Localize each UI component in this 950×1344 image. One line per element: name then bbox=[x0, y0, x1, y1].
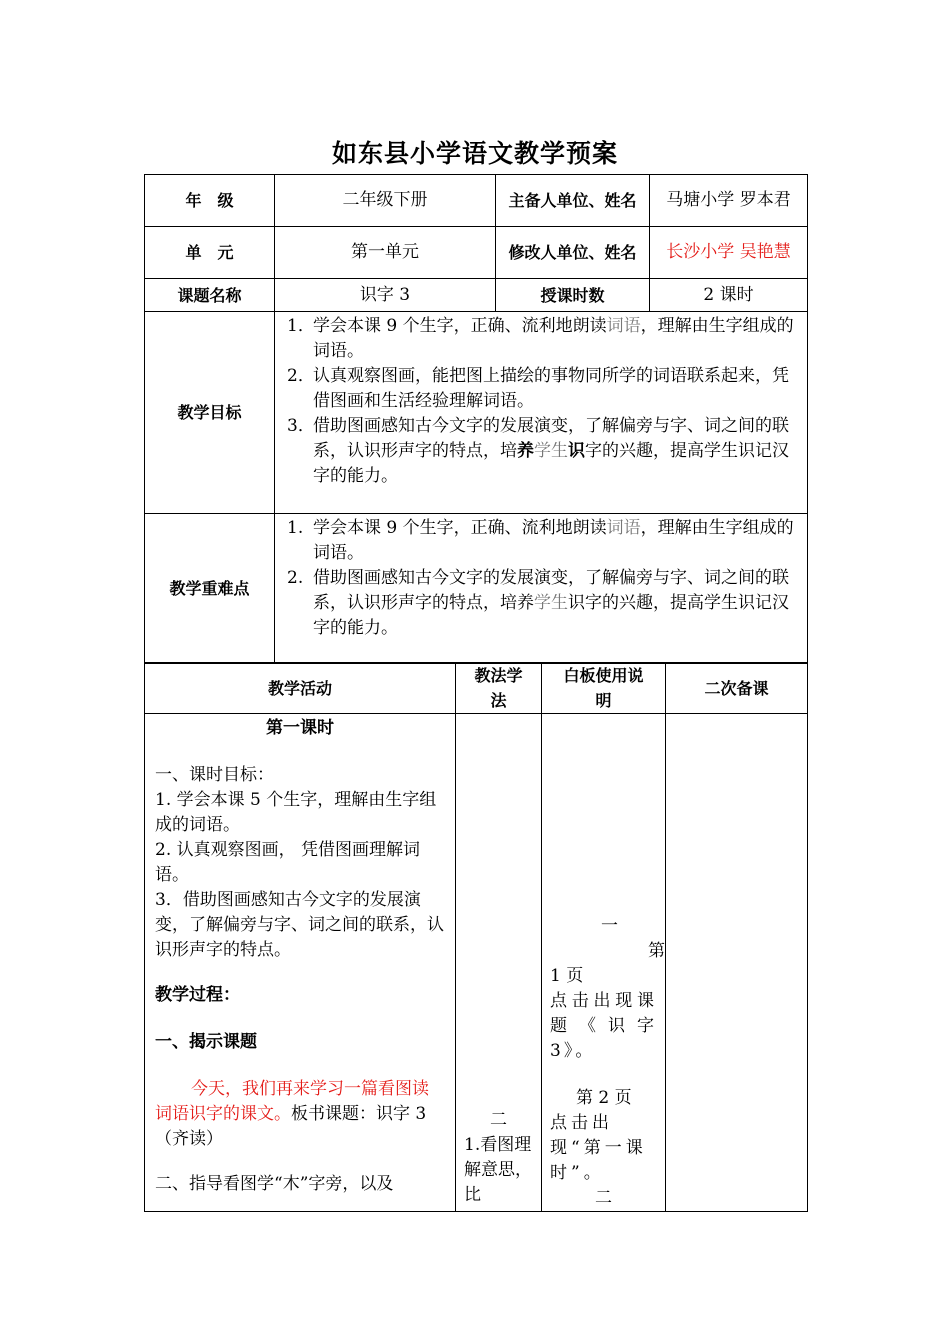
modifier-value: 长沙小学 吴艳慧 bbox=[650, 227, 808, 279]
objectives-heading: 一、课时目标： bbox=[155, 765, 274, 785]
unit-label: 单 元 bbox=[145, 227, 275, 279]
goal-item: 3． 借助图画感知古今文字的发展演变，了解偏旁与字、词之间的联系，认识形声字的特点，培养学生识字的兴趣，提高学生识记汉字的能力。 bbox=[287, 416, 789, 486]
goals-content bbox=[275, 312, 808, 514]
preparer-value: 马塘小学 罗本君 bbox=[650, 175, 808, 227]
goal-item: 2． 认真观察图画，能把图上描绘的事物同所学的词语联系起来，凭借图画和生活经验理解词语。 bbox=[287, 366, 789, 411]
step1-heading: 一、揭示课题 bbox=[155, 1032, 257, 1052]
keypoints-content bbox=[275, 514, 808, 664]
preparer-label: 主备人单位、姓名 bbox=[496, 175, 650, 227]
method-header: 教法学法 bbox=[456, 663, 542, 714]
objective-item: 2. 认真观察图画， 凭借图画理解词语。 bbox=[155, 840, 421, 885]
whiteboard-mark-1: 一 bbox=[601, 916, 618, 936]
second-prep-header: 二次备课 bbox=[666, 663, 808, 714]
method-text: 1.看图理解意思，比 bbox=[464, 1135, 532, 1205]
whiteboard-mark-3: 二 bbox=[595, 1188, 612, 1208]
hours-label: 授课时数 bbox=[496, 279, 650, 312]
goal-item: 1． 学会本课 9 个生字，正确、流利地朗读词语，理解由生字组成的词语。 bbox=[287, 316, 794, 361]
whiteboard-header: 白板使用说 明 bbox=[542, 663, 666, 714]
method-content bbox=[456, 714, 542, 1212]
activities-table bbox=[144, 662, 808, 1212]
activity-content bbox=[145, 714, 456, 1212]
step1-text: 今天，我们再来学习一篇看图读词语识字的课文。板书课题：识字 3（齐读） bbox=[155, 1079, 429, 1149]
grade-value: 二年级下册 bbox=[275, 175, 496, 227]
session-title: 第一课时 bbox=[266, 718, 334, 738]
whiteboard-page-2: 第 2 页 bbox=[576, 1088, 632, 1108]
lesson-value: 识字 3 bbox=[275, 279, 496, 312]
modifier-label: 修改人单位、姓名 bbox=[496, 227, 650, 279]
page-title: 如东县小学语文教学预案 bbox=[331, 139, 618, 168]
whiteboard-text-2: 点击出现“第一课时”。 bbox=[550, 1113, 647, 1183]
keypoint-item: 1. 学会本课 9 个生字，正确、流利地朗读词语，理解由生字组成的词语。 bbox=[287, 518, 794, 563]
keypoint-item: 2. 借助图画感知古今文字的发展演变，了解偏旁与字、词之间的联系，认识形声字的特点，培养学生识字的兴趣，提高学生识记汉字的能力。 bbox=[287, 568, 789, 638]
hours-value: 2 课时 bbox=[650, 279, 808, 312]
activity-header: 教学活动 bbox=[145, 663, 456, 714]
second-prep-content bbox=[666, 714, 808, 1212]
unit-value: 第一单元 bbox=[275, 227, 496, 279]
objective-item: 1. 学会本课 5 个生字，理解由生字组成的词语。 bbox=[155, 790, 437, 835]
goals-label: 教学目标 bbox=[145, 312, 275, 514]
info-table bbox=[144, 174, 808, 664]
objective-item: 3．借助图画感知古今文字的发展演变，了解偏旁与字、词之间的联系，认识形声字的特点。 bbox=[155, 890, 444, 960]
method-mark: 二 bbox=[490, 1110, 507, 1130]
grade-label: 年 级 bbox=[145, 175, 275, 227]
lesson-label: 课题名称 bbox=[145, 279, 275, 312]
process-heading: 教学过程： bbox=[155, 985, 240, 1005]
keypoints-label: 教学重难点 bbox=[145, 514, 275, 664]
whiteboard-text-1: 点击出现课题《识字3》。 bbox=[550, 991, 657, 1061]
step2-heading: 二、指导看图学“木”字旁，以及 bbox=[155, 1174, 394, 1194]
whiteboard-content bbox=[542, 714, 666, 1212]
whiteboard-mark-2: 第 bbox=[648, 941, 665, 961]
whiteboard-page-1: 1 页 bbox=[550, 966, 584, 986]
